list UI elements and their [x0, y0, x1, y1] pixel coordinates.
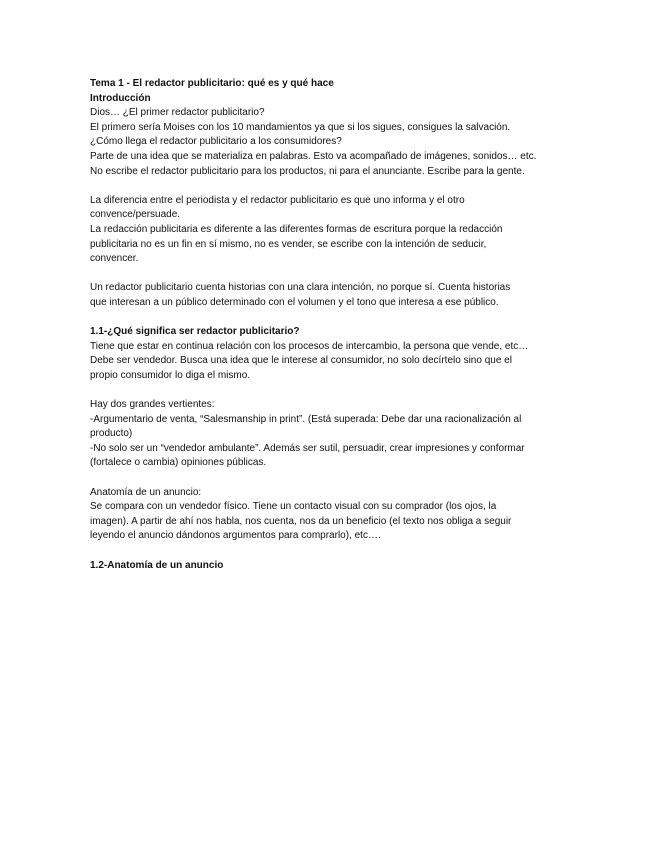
- paragraph-stories: [90, 281, 615, 310]
- text-line: Anatomía de un anuncio:: [90, 486, 202, 498]
- text-line: La diferencia entre el periodista y el redactor publicitario es que uno informa y el otro: [90, 194, 465, 206]
- text-line: leyendo el anuncio dándonos argumentos para comprarlo), etc….: [90, 530, 381, 542]
- text-line: Tiene que estar en continua relación con los procesos de intercambio, la persona que vende, etc…: [90, 340, 529, 352]
- paragraph-gap: [90, 179, 615, 194]
- paragraph-gap: [90, 311, 615, 326]
- paragraph-meaning: [90, 340, 615, 384]
- paragraph-difference: [90, 194, 615, 267]
- text-line: Dios… ¿El primer redactor publicitario?: [90, 107, 265, 119]
- paragraph-gap: [90, 383, 615, 398]
- section-heading-1-2: 1.2-Anatomía de un anuncio: [90, 559, 224, 571]
- text-line: (fortalece o cambia) opiniones públicas.: [90, 457, 267, 469]
- text-line: El primero sería Moises con los 10 mandamientos ya que si los sigues, consigues la salvación.: [90, 121, 511, 133]
- text-line: Se compara con un vendedor físico. Tiene un contacto visual con su comprador (los ojos, la: [90, 501, 497, 513]
- paragraph-anatomy: [90, 486, 615, 544]
- paragraph-gap: [90, 267, 615, 282]
- text-line: que interesan a un público determinado con el volumen y el tono que interesa a ese público.: [90, 296, 499, 308]
- text-line: -Argumentario de venta, “Salesmanship in print”. (Está superada: Debe dar una racionalización al: [90, 413, 522, 425]
- text-line: Hay dos grandes vertientes:: [90, 399, 215, 411]
- text-line: ¿Cómo llega el redactor publicitario a los consumidores?: [90, 136, 342, 148]
- text-line: imagen). A partir de ahí nos habla, nos cuenta, nos da un beneficio (el texto nos obliga a seguir: [90, 515, 512, 527]
- text-line: convencer.: [90, 253, 139, 265]
- text-line: La redacción publicitaria es diferente a las diferentes formas de escritura porque la redacción: [90, 223, 503, 235]
- text-line: producto): [90, 428, 133, 440]
- paragraph-intro: [90, 106, 615, 179]
- text-line: Debe ser vendedor. Busca una idea que le interese al consumidor, no solo decírtelo sino que el: [90, 355, 512, 367]
- intro-heading: Introducción: [90, 92, 151, 104]
- text-line: -No solo ser un “vendedor ambulante”. Además ser sutil, persuadir, crear impresiones y conformar: [90, 442, 525, 454]
- paragraph-gap: [90, 471, 615, 486]
- paragraph-vertientes: [90, 398, 615, 471]
- text-line: propio consumidor lo diga el mismo.: [90, 369, 251, 381]
- text-line: Parte de una idea que se materializa en palabras. Esto va acompañado de imágenes, sonidos… etc.: [90, 150, 537, 162]
- paragraph-gap: [90, 544, 615, 559]
- text-line: No escribe el redactor publicitario para los productos, ni para el anunciante. Escribe para la gente.: [90, 165, 525, 177]
- text-line: publicitaria no es un fin en sí mismo, no es vender, se escribe con la intención de seducir,: [90, 238, 487, 250]
- text-line: convence/persuade.: [90, 209, 181, 221]
- text-line: Un redactor publicitario cuenta historias con una clara intención, no porque sí. Cuenta historias: [90, 282, 511, 294]
- document-title: Tema 1 - El redactor publicitario: qué es y qué hace: [90, 78, 334, 89]
- section-heading-1-1: 1.1-¿Qué significa ser redactor publicitario?: [90, 326, 300, 338]
